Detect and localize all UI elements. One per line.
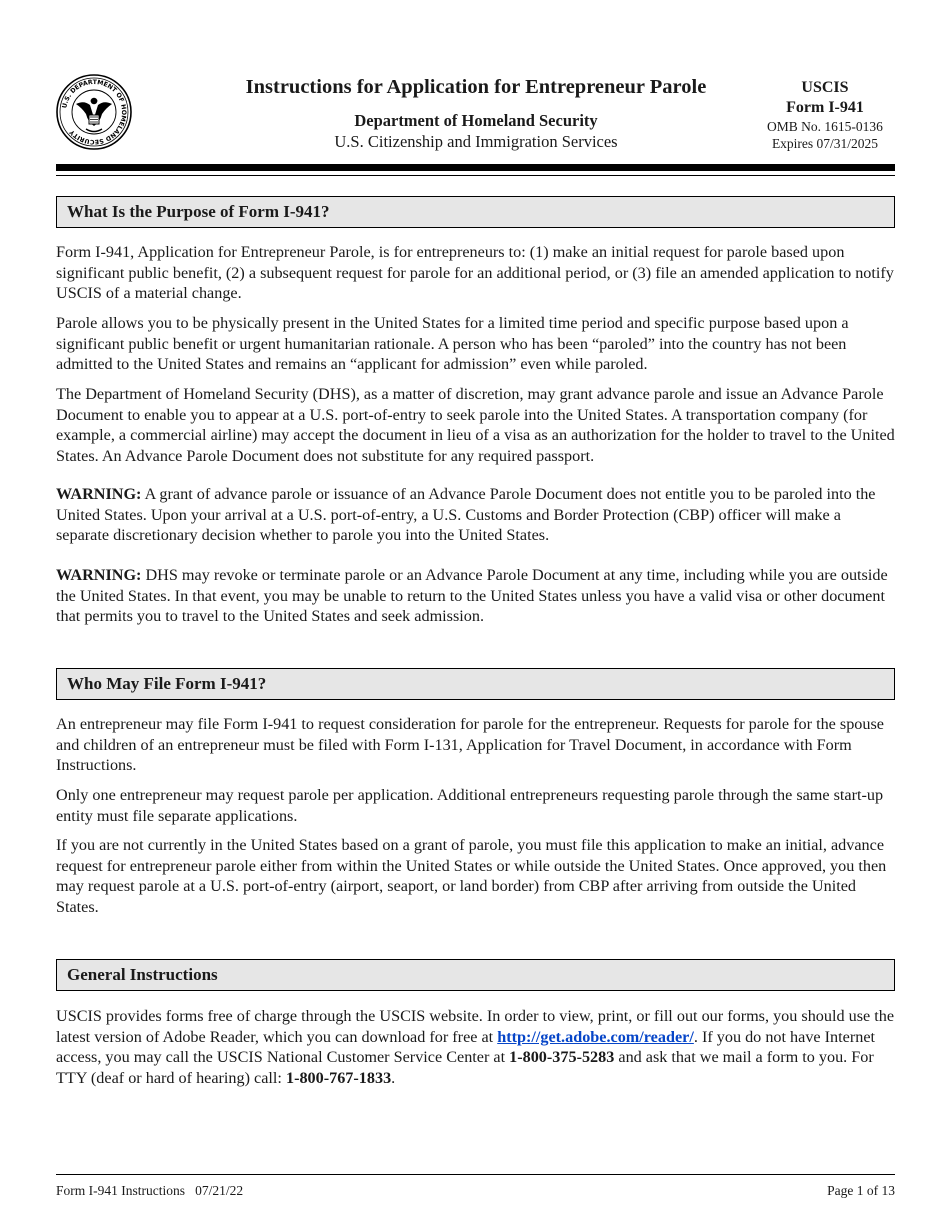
section-heading-general-instructions: General Instructions: [56, 959, 895, 991]
warning-paragraph-1: WARNING: A grant of advance parole or issuance of an Advance Parole Document does not entitle you to be paroled into the United States. Upon your arrival at a U.S. port-of-entry, a U.S. Customs and Border Protection (CBP) officer will make a separate discretionary decision whether to parole you into the United States.: [56, 485, 876, 544]
header-title-block: [206, 74, 746, 152]
section-heading-who-may-file: Who May File Form I-941?: [56, 668, 895, 700]
customer-service-phone: 1-800-375-5283: [509, 1048, 615, 1066]
who-paragraph-2: Only one entrepreneur may request parole per application. Additional entrepreneurs requesting parole through the same start-up entity must file separate applications.: [56, 786, 884, 825]
adobe-reader-link[interactable]: http://get.adobe.com/reader/: [497, 1027, 694, 1046]
footer-page-number: Page 1 of 13: [827, 1183, 895, 1198]
footer-divider: [56, 1174, 895, 1175]
form-number: Form I-941: [786, 99, 864, 116]
purpose-paragraph-3: The Department of Homeland Security (DHS), as a matter of discretion, may grant advance parole and issue an Advance Parole Document to enable you to appear at a U.S. port-of-entry to seek parole into the United States. A transportation company (for example, a commercial airline) may accept the document in lieu of a visa as an authorization for the holder to travel to the United States. An Advance Parole Document does not substitute for any required passport.: [56, 385, 895, 465]
warning-label: WARNING:: [56, 566, 142, 584]
document-page: [56, 0, 895, 1230]
purpose-paragraph-1: Form I-941, Application for Entrepreneur Parole, is for entrepreneurs to: (1) make an initial request for parole based upon significant public benefit, (2) a subsequent request for parole for an additional period, or (3) file an amended application to notify USCIS of a material change.: [56, 243, 894, 302]
svg-text:U.S. DEPARTMENT OF HOMELAND SE: U.S. DEPARTMENT OF HOMELAND SECURITY: [61, 78, 128, 146]
form-id-block: [755, 78, 895, 152]
uscis-label: USCIS: [801, 79, 849, 96]
tty-phone: 1-800-767-1833: [285, 1068, 392, 1087]
section-heading-purpose: What Is the Purpose of Form I-941?: [56, 196, 895, 228]
footer-form-edition: Form I-941 Instructions 07/21/22: [56, 1183, 244, 1198]
dhs-seal-icon: [56, 74, 132, 150]
header-divider-thick: [56, 164, 895, 171]
subagency-name: U.S. Citizenship and Immigration Services: [334, 132, 618, 151]
header-divider-thin: [56, 175, 895, 176]
who-paragraph-1: An entrepreneur may file Form I-941 to request consideration for parole for the entrepreneur. Requests for parole for the spouse and children of an entrepreneur must be filed with Form I-131, Application for Travel Document, in accordance with Form Instructions.: [56, 715, 884, 774]
who-paragraph-3: If you are not currently in the United States based on a grant of parole, you must file this application to make an initial, advance request for entrepreneur parole either from within the United States or while outside the United States. Once approved, you then may request parole at a U.S. port-of-entry (airport, seaport, or land border) from CBP after arriving from outside the United States.: [56, 836, 887, 916]
purpose-paragraph-2: Parole allows you to be physically present in the United States for a limited time period and specific purpose based upon a significant public benefit or urgent humanitarian rationale. A person who has been “paroled” into the country has not been admitted to the United States and remains an “applicant for admission” even while paroled.: [56, 314, 849, 373]
warning-paragraph-2: WARNING: DHS may revoke or terminate parole or an Advance Parole Document at any time, including while you are outside the United States. In that event, you may be unable to return to the United States unless you have a valid visa or other document that permits you to travel to the United States and seek admission.: [56, 566, 888, 625]
omb-number: OMB No. 1615-0136: [767, 119, 883, 134]
expiration-date: Expires 07/31/2025: [771, 136, 879, 151]
warning-label: WARNING:: [56, 485, 142, 503]
general-paragraph-1: USCIS provides forms free of charge through the USCIS website. In order to view, print, or fill out our forms, you should use the latest version of Adobe Reader, which you can download for free at http://get.adobe.com/reader/. If you do not have Internet access, you may call the USCIS National Customer Service Center at 1-800-375-5283 and ask that we mail a form to you. For TTY (deaf or hard of hearing) call: 1-800-767-1833.: [56, 1007, 895, 1087]
document-title: Instructions for Application for Entrepreneur Parole: [245, 76, 707, 98]
agency-name: Department of Homeland Security: [354, 111, 598, 130]
